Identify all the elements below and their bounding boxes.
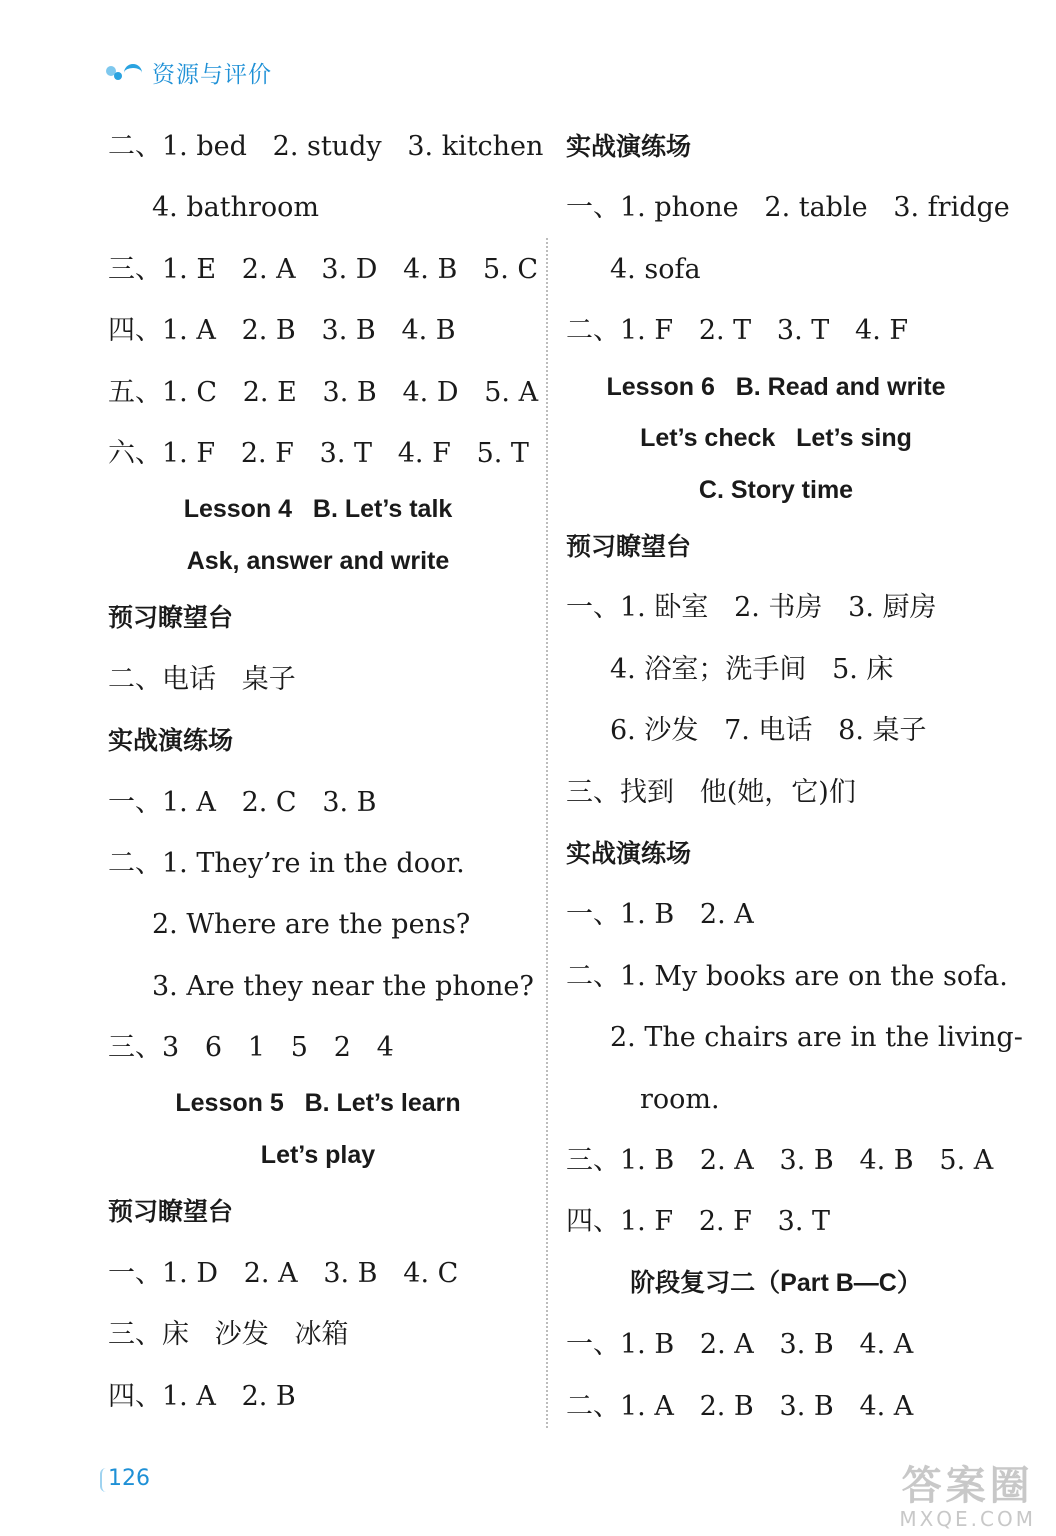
- header-title: 资源与评价: [152, 61, 272, 88]
- answer-line: 6. 沙发 7. 电话 8. 桌子: [610, 715, 927, 747]
- lesson-subtitle: Let’s check Let’s sing: [640, 424, 912, 453]
- column-divider: [546, 238, 548, 1428]
- answer-line: 一、1. phone 2. table 3. fridge: [566, 192, 1010, 224]
- answer-line: 二、1. A 2. B 3. B 4. A: [566, 1390, 914, 1422]
- lesson-subtitle: C. Story time: [698, 475, 854, 504]
- lesson-title: Lesson 5 B. Let’s learn: [175, 1089, 461, 1118]
- answer-line: 一、1. A 2. C 3. B: [108, 786, 377, 818]
- answer-line: 三、床 沙发 冰箱: [108, 1319, 349, 1351]
- lesson-subtitle: Let’s play: [260, 1140, 376, 1169]
- page-number: 126: [108, 1466, 150, 1491]
- watermark-sub: MXQE.COM: [899, 1507, 1036, 1531]
- answer-line: 3. Are they near the phone?: [152, 970, 534, 1002]
- answer-line: 三、1. E 2. A 3. D 4. B 5. C: [108, 253, 539, 285]
- answer-line: 2. The chairs are in the living-: [610, 1022, 1023, 1054]
- answer-line: 一、1. 卧室 2. 书房 3. 厨房: [566, 592, 937, 624]
- answer-line: room.: [640, 1083, 720, 1115]
- answer-line: 四、1. A 2. B 3. B 4. B: [108, 315, 456, 347]
- answer-line: 三、找到 他(她，它)们: [566, 776, 856, 808]
- right-column: [566, 116, 1036, 1437]
- section-heading: 实战演练场: [108, 726, 234, 756]
- answer-line: 二、电话 桌子: [108, 663, 296, 695]
- review-title: 阶段复习二（Part B—C）: [630, 1268, 922, 1297]
- answer-line: 六、1. F 2. F 3. T 4. F 5. T: [108, 437, 529, 469]
- lesson-subtitle: Ask, answer and write: [186, 546, 450, 575]
- section-heading: 预习瞭望台: [108, 603, 234, 633]
- answer-line: 五、1. C 2. E 3. B 4. D 5. A: [108, 376, 539, 408]
- answer-line: 二、1. F 2. T 3. T 4. F: [566, 315, 909, 347]
- section-heading: 实战演练场: [566, 839, 692, 869]
- section-heading: 预习瞭望台: [108, 1197, 234, 1227]
- watermark: [899, 1464, 1036, 1530]
- answer-line: 三、1. B 2. A 3. B 4. B 5. A: [566, 1144, 994, 1176]
- lesson-title: Lesson 4 B. Let’s talk: [183, 495, 453, 524]
- answer-line: 二、1. They’re in the door.: [108, 847, 465, 879]
- answer-line: 二、1. bed 2. study 3. kitchen: [108, 131, 544, 162]
- answer-line: 四、1. A 2. B: [108, 1380, 296, 1412]
- answer-line: 4. 浴室；洗手间 5. 床: [610, 653, 894, 685]
- answer-line: 一、1. D 2. A 3. B 4. C: [108, 1257, 459, 1289]
- section-heading: 实战演练场: [566, 132, 692, 161]
- answer-line: 一、1. B 2. A: [566, 899, 754, 931]
- answer-line: 4. bathroom: [152, 192, 319, 224]
- answer-line: 二、1. My books are on the sofa.: [566, 960, 1008, 992]
- answer-line: 四、1. F 2. F 3. T: [566, 1206, 831, 1238]
- page-header: [104, 52, 272, 92]
- lesson-title: Lesson 6 B. Read and write: [606, 372, 946, 401]
- answer-line: 2. Where are the pens?: [152, 909, 471, 941]
- left-column: [108, 116, 544, 1427]
- watermark-main: 答案圈: [901, 1463, 1034, 1509]
- answer-line: 一、1. B 2. A 3. B 4. A: [566, 1329, 914, 1361]
- answer-line: 三、3 6 1 5 2 4: [108, 1032, 394, 1064]
- section-heading: 预习瞭望台: [566, 532, 692, 562]
- brand-logo-icon: [104, 58, 148, 86]
- answer-line: 4. sofa: [610, 253, 701, 285]
